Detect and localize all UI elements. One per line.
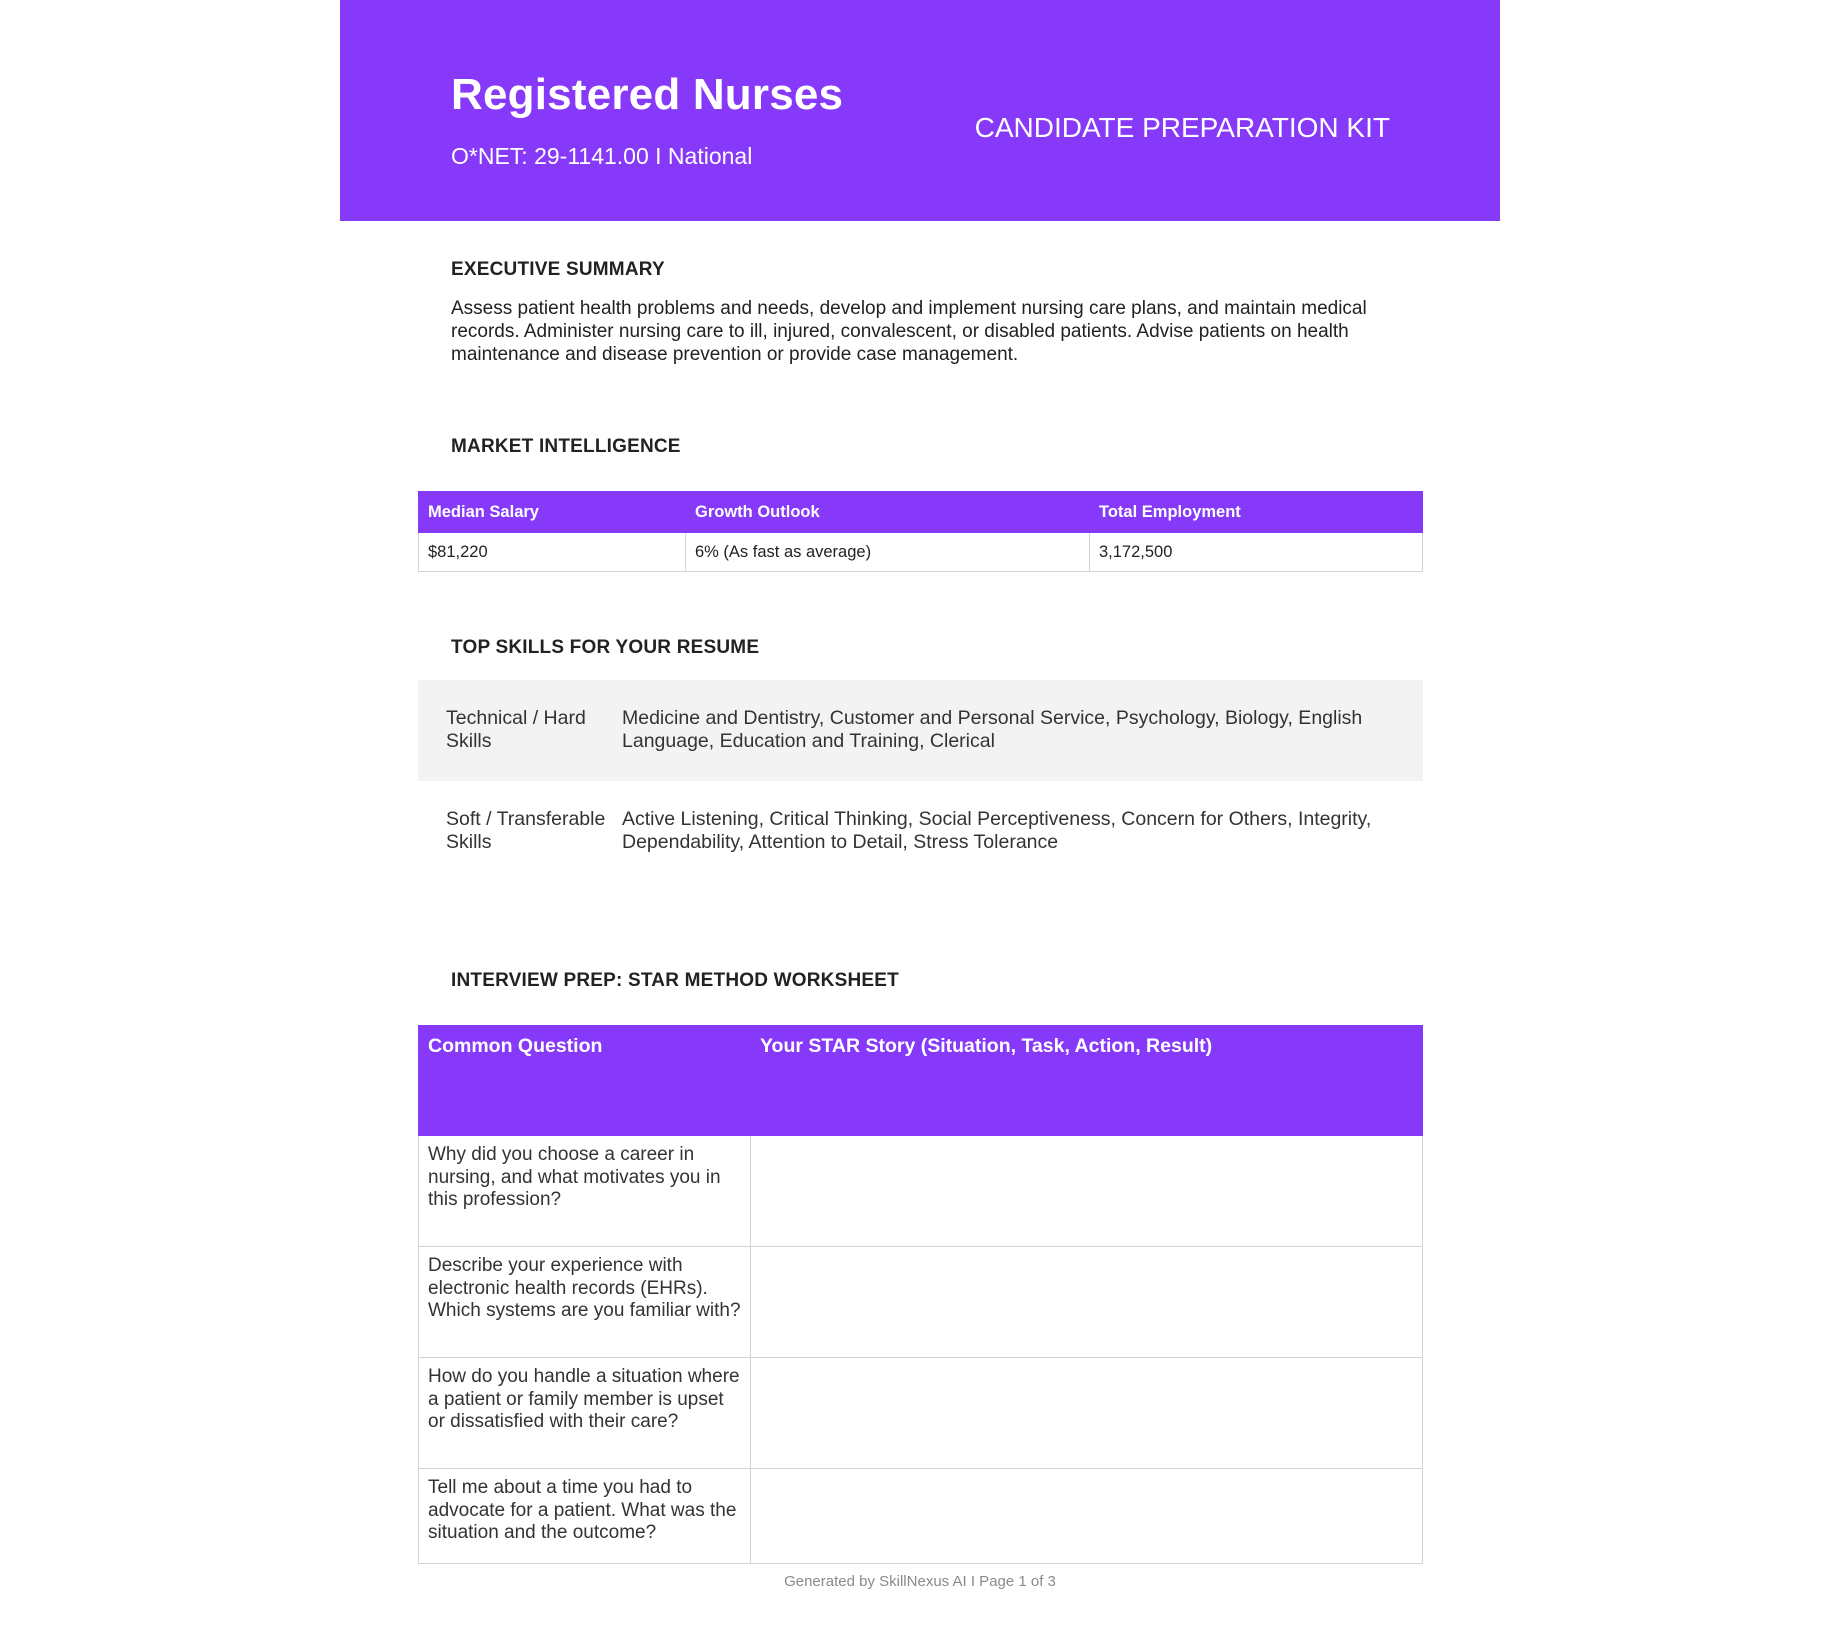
executive-summary-heading: EXECUTIVE SUMMARY: [451, 259, 665, 280]
table-row: [419, 1136, 1423, 1247]
table-row: [419, 533, 1423, 572]
interview-question: Describe your experience with electronic health records (EHRs). Which systems are you familiar with?: [419, 1247, 751, 1358]
interview-question: Why did you choose a career in nursing, and what motivates you in this profession?: [419, 1136, 751, 1247]
column-header-median-salary: Median Salary: [419, 492, 686, 533]
column-header-star-story: Your STAR Story (Situation, Task, Action, Result): [751, 1026, 1423, 1136]
star-worksheet-table: [418, 1025, 1423, 1564]
table-row: [419, 1358, 1423, 1469]
header-banner: [340, 0, 1500, 221]
skills-heading: TOP SKILLS FOR YOUR RESUME: [451, 637, 760, 658]
column-header-total-employment: Total Employment: [1090, 492, 1423, 533]
column-header-growth-outlook: Growth Outlook: [686, 492, 1090, 533]
star-story-answer-cell[interactable]: [751, 1469, 1423, 1564]
page-title: Registered Nurses: [451, 70, 844, 119]
page-footer: Generated by SkillNexus AI I Page 1 of 3: [784, 1573, 1056, 1590]
skill-list-value: Active Listening, Critical Thinking, Social Perceptiveness, Concern for Others, Integrity, Dependability, Attention to Detail, Stress Tolerance: [622, 808, 1372, 853]
skills-list: [418, 680, 1423, 876]
market-intelligence-table: [418, 491, 1423, 572]
kit-label: CANDIDATE PREPARATION KIT: [974, 112, 1390, 143]
interview-question: Tell me about a time you had to advocate for a patient. What was the situation and the outcome?: [419, 1469, 751, 1564]
skill-list-value: Medicine and Dentistry, Customer and Personal Service, Psychology, Biology, English Language, Education and Training, Clerical: [622, 707, 1363, 752]
table-row: [419, 1469, 1423, 1564]
skill-category-label: Soft / Transferable Skills: [446, 808, 606, 853]
interview-prep-heading: INTERVIEW PREP: STAR METHOD WORKSHEET: [451, 970, 899, 991]
column-header-common-question: Common Question: [419, 1026, 751, 1136]
median-salary-value: $81,220: [419, 533, 686, 572]
skill-row-technical: [418, 680, 1423, 781]
interview-question: How do you handle a situation where a patient or family member is upset or dissatisfied with their care?: [419, 1358, 751, 1469]
skill-category-label: Technical / Hard Skills: [446, 707, 586, 752]
executive-summary-text: Assess patient health problems and needs, develop and implement nursing care plans, and maintain medical records. Administer nursing care to ill, injured, convalescent, or disabled patients. Advise patients on health maintenance and disease prevention or provide case management.: [451, 298, 1367, 365]
document-page: [340, 0, 1500, 1628]
skill-row-soft: [418, 781, 1423, 876]
market-intelligence-heading: MARKET INTELLIGENCE: [451, 436, 681, 457]
star-story-answer-cell[interactable]: [751, 1247, 1423, 1358]
table-header-row: [419, 492, 1423, 533]
growth-outlook-value: 6% (As fast as average): [686, 533, 1090, 572]
star-story-answer-cell[interactable]: [751, 1136, 1423, 1247]
table-row: [419, 1247, 1423, 1358]
total-employment-value: 3,172,500: [1090, 533, 1423, 572]
star-story-answer-cell[interactable]: [751, 1358, 1423, 1469]
table-header-row: [419, 1026, 1423, 1136]
occupation-code: O*NET: 29-1141.00 I National: [451, 143, 753, 169]
